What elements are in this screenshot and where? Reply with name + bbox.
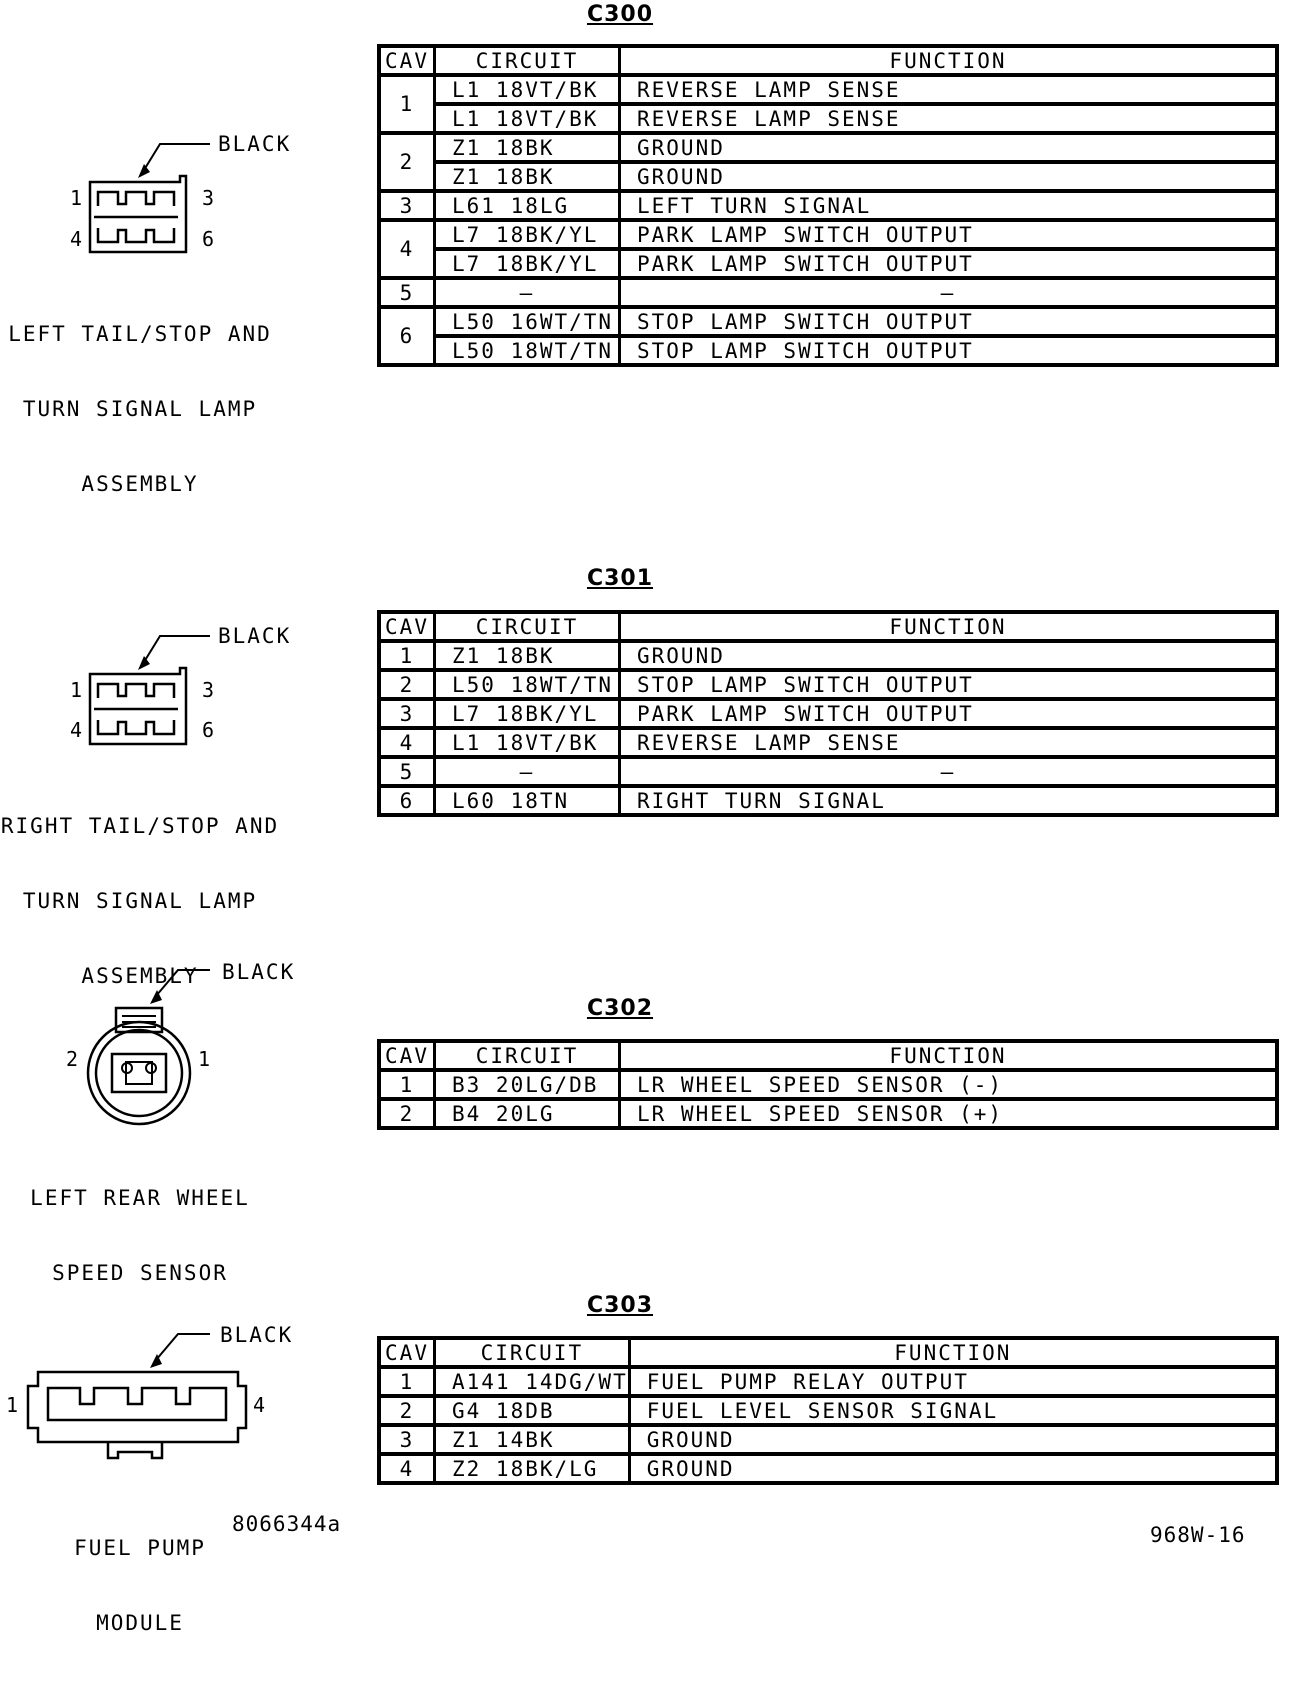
component-label-line: TURN SIGNAL LAMP xyxy=(22,889,258,913)
circuit-cell: L50 18WT/TN xyxy=(435,336,620,365)
table-row xyxy=(379,336,1277,365)
circuit-header: CIRCUIT xyxy=(435,46,620,75)
pin-number: 6 xyxy=(202,227,215,251)
function-cell: LEFT TURN SIGNAL xyxy=(620,191,1278,220)
table-header-row xyxy=(379,1338,1277,1367)
circuit-cell: Z2 18BK/LG xyxy=(435,1454,630,1483)
circuit-cell: Z1 18BK xyxy=(435,133,620,162)
function-cell: PARK LAMP SWITCH OUTPUT xyxy=(620,249,1278,278)
function-header: FUNCTION xyxy=(629,1338,1277,1367)
function-header: FUNCTION xyxy=(620,46,1278,75)
cav-cell: 5 xyxy=(379,278,435,307)
table-row xyxy=(379,670,1277,699)
pin-number: 3 xyxy=(202,186,215,210)
table-row xyxy=(379,757,1277,786)
connector-title: C302 xyxy=(586,996,654,1021)
table-row xyxy=(379,728,1277,757)
table-row xyxy=(379,75,1277,104)
function-cell: GROUND xyxy=(620,162,1278,191)
table-header-row xyxy=(379,46,1277,75)
cav-cell: 4 xyxy=(379,1454,435,1483)
pin-number: 6 xyxy=(202,718,215,742)
six-pin-connector-diagram xyxy=(60,130,210,260)
pin-number: 2 xyxy=(66,1047,79,1071)
component-label-line: LEFT REAR WHEEL xyxy=(30,1186,250,1210)
table-row xyxy=(379,278,1277,307)
function-cell: GROUND xyxy=(620,641,1278,670)
cav-cell: 1 xyxy=(379,1367,435,1396)
connector-title: C301 xyxy=(586,566,654,591)
cav-cell: 2 xyxy=(379,670,435,699)
circuit-cell: L1 18VT/BK xyxy=(435,75,620,104)
component-label-line: MODULE xyxy=(96,1611,184,1635)
cav-cell: 6 xyxy=(379,786,435,815)
function-cell: LR WHEEL SPEED SENSOR (+) xyxy=(620,1099,1278,1128)
table-row xyxy=(379,786,1277,815)
function-cell: RIGHT TURN SIGNAL xyxy=(620,786,1278,815)
table-row xyxy=(379,1396,1277,1425)
circuit-cell: L7 18BK/YL xyxy=(435,249,620,278)
table-row xyxy=(379,191,1277,220)
component-label-line: RIGHT TAIL/STOP AND xyxy=(0,814,280,838)
circuit-cell: A141 14DG/WT xyxy=(435,1367,630,1396)
cav-cell: 3 xyxy=(379,191,435,220)
function-cell: REVERSE LAMP SENSE xyxy=(620,728,1278,757)
table-row xyxy=(379,104,1277,133)
pin-number: 1 xyxy=(6,1393,19,1417)
cav-cell: 5 xyxy=(379,757,435,786)
circuit-cell: L7 18BK/YL xyxy=(435,220,620,249)
table-row xyxy=(379,162,1277,191)
function-cell: – xyxy=(620,278,1278,307)
connector-color-label: BLACK xyxy=(222,960,296,984)
table-row xyxy=(379,220,1277,249)
circuit-header: CIRCUIT xyxy=(435,1338,630,1367)
connector-face-icon xyxy=(60,130,210,260)
cav-cell: 1 xyxy=(379,1070,435,1099)
table-header-row xyxy=(379,1041,1277,1070)
component-label-line: SPEED SENSOR xyxy=(52,1261,228,1285)
table-row xyxy=(379,1070,1277,1099)
function-cell: GROUND xyxy=(629,1425,1277,1454)
cav-header: CAV xyxy=(379,46,435,75)
connector-title: C300 xyxy=(586,2,654,27)
pin-number: 1 xyxy=(70,186,83,210)
pin-number: 1 xyxy=(70,678,83,702)
cav-header: CAV xyxy=(379,1041,435,1070)
connector-color-label: BLACK xyxy=(220,1323,294,1347)
circuit-cell: – xyxy=(435,757,620,786)
component-label xyxy=(0,272,280,547)
cav-cell: 3 xyxy=(379,1425,435,1454)
function-cell: STOP LAMP SWITCH OUTPUT xyxy=(620,336,1278,365)
function-cell: GROUND xyxy=(620,133,1278,162)
function-cell: REVERSE LAMP SENSE xyxy=(620,75,1278,104)
component-label-line: ASSEMBLY xyxy=(81,472,199,496)
cav-cell: 2 xyxy=(379,133,435,191)
circuit-cell: G4 18DB xyxy=(435,1396,630,1425)
circuit-cell: L50 16WT/TN xyxy=(435,307,620,336)
circuit-cell: Z1 18BK xyxy=(435,641,620,670)
function-cell: FUEL LEVEL SENSOR SIGNAL xyxy=(629,1396,1277,1425)
function-cell: FUEL PUMP RELAY OUTPUT xyxy=(629,1367,1277,1396)
cav-cell: 4 xyxy=(379,728,435,757)
function-cell: PARK LAMP SWITCH OUTPUT xyxy=(620,699,1278,728)
round-connector-icon xyxy=(60,956,220,1126)
table-header-row xyxy=(379,612,1277,641)
circuit-cell: L7 18BK/YL xyxy=(435,699,620,728)
circuit-header: CIRCUIT xyxy=(435,612,620,641)
pin-number: 4 xyxy=(70,718,83,742)
connector-color-label: BLACK xyxy=(218,132,292,156)
cav-cell: 2 xyxy=(379,1099,435,1128)
pinout-table xyxy=(377,1039,1279,1130)
pinout-table xyxy=(377,44,1279,367)
table-row xyxy=(379,133,1277,162)
two-pin-sensor-connector-diagram xyxy=(60,956,220,1126)
table-row xyxy=(379,1425,1277,1454)
table-row xyxy=(379,699,1277,728)
circuit-header: CIRCUIT xyxy=(435,1041,620,1070)
circuit-cell: L61 18LG xyxy=(435,191,620,220)
figure-id: 8066344a xyxy=(232,1512,342,1536)
cav-cell: 1 xyxy=(379,641,435,670)
circuit-cell: – xyxy=(435,278,620,307)
component-label-line: TURN SIGNAL LAMP xyxy=(22,397,258,421)
circuit-cell: B4 20LG xyxy=(435,1099,620,1128)
connector-face-icon xyxy=(60,622,210,752)
function-header: FUNCTION xyxy=(620,612,1278,641)
circuit-cell: L1 18VT/BK xyxy=(435,728,620,757)
function-cell: STOP LAMP SWITCH OUTPUT xyxy=(620,670,1278,699)
cav-cell: 4 xyxy=(379,220,435,278)
six-pin-connector-diagram xyxy=(60,622,210,752)
component-label-line: ASSEMBLY xyxy=(81,964,199,988)
circuit-cell: Z1 14BK xyxy=(435,1425,630,1454)
pin-number: 1 xyxy=(198,1047,211,1071)
pin-number: 3 xyxy=(202,678,215,702)
pin-number: 4 xyxy=(70,227,83,251)
circuit-cell: B3 20LG/DB xyxy=(435,1070,620,1099)
circuit-cell: Z1 18BK xyxy=(435,162,620,191)
function-cell: PARK LAMP SWITCH OUTPUT xyxy=(620,220,1278,249)
component-label xyxy=(0,1136,280,1336)
cav-header: CAV xyxy=(379,612,435,641)
cav-cell: 6 xyxy=(379,307,435,365)
pinout-table xyxy=(377,610,1279,817)
pin-number: 4 xyxy=(253,1393,266,1417)
cav-cell: 1 xyxy=(379,75,435,133)
function-cell: – xyxy=(620,757,1278,786)
component-label-line: FUEL PUMP xyxy=(74,1536,206,1560)
function-cell: LR WHEEL SPEED SENSOR (-) xyxy=(620,1070,1278,1099)
table-row xyxy=(379,249,1277,278)
table-row xyxy=(379,641,1277,670)
table-row xyxy=(379,1454,1277,1483)
function-header: FUNCTION xyxy=(620,1041,1278,1070)
component-label-line: LEFT TAIL/STOP AND xyxy=(8,322,272,346)
function-cell: REVERSE LAMP SENSE xyxy=(620,104,1278,133)
cav-cell: 2 xyxy=(379,1396,435,1425)
table-row xyxy=(379,1099,1277,1128)
function-cell: GROUND xyxy=(629,1454,1277,1483)
page-id: 968W-16 xyxy=(1150,1523,1246,1547)
circuit-cell: L1 18VT/BK xyxy=(435,104,620,133)
connector-color-label: BLACK xyxy=(218,624,292,648)
connector-title: C303 xyxy=(586,1293,654,1318)
function-cell: STOP LAMP SWITCH OUTPUT xyxy=(620,307,1278,336)
cav-header: CAV xyxy=(379,1338,435,1367)
pinout-table xyxy=(377,1336,1279,1485)
table-row xyxy=(379,1367,1277,1396)
circuit-cell: L60 18TN xyxy=(435,786,620,815)
cav-cell: 3 xyxy=(379,699,435,728)
table-row xyxy=(379,307,1277,336)
circuit-cell: L50 18WT/TN xyxy=(435,670,620,699)
